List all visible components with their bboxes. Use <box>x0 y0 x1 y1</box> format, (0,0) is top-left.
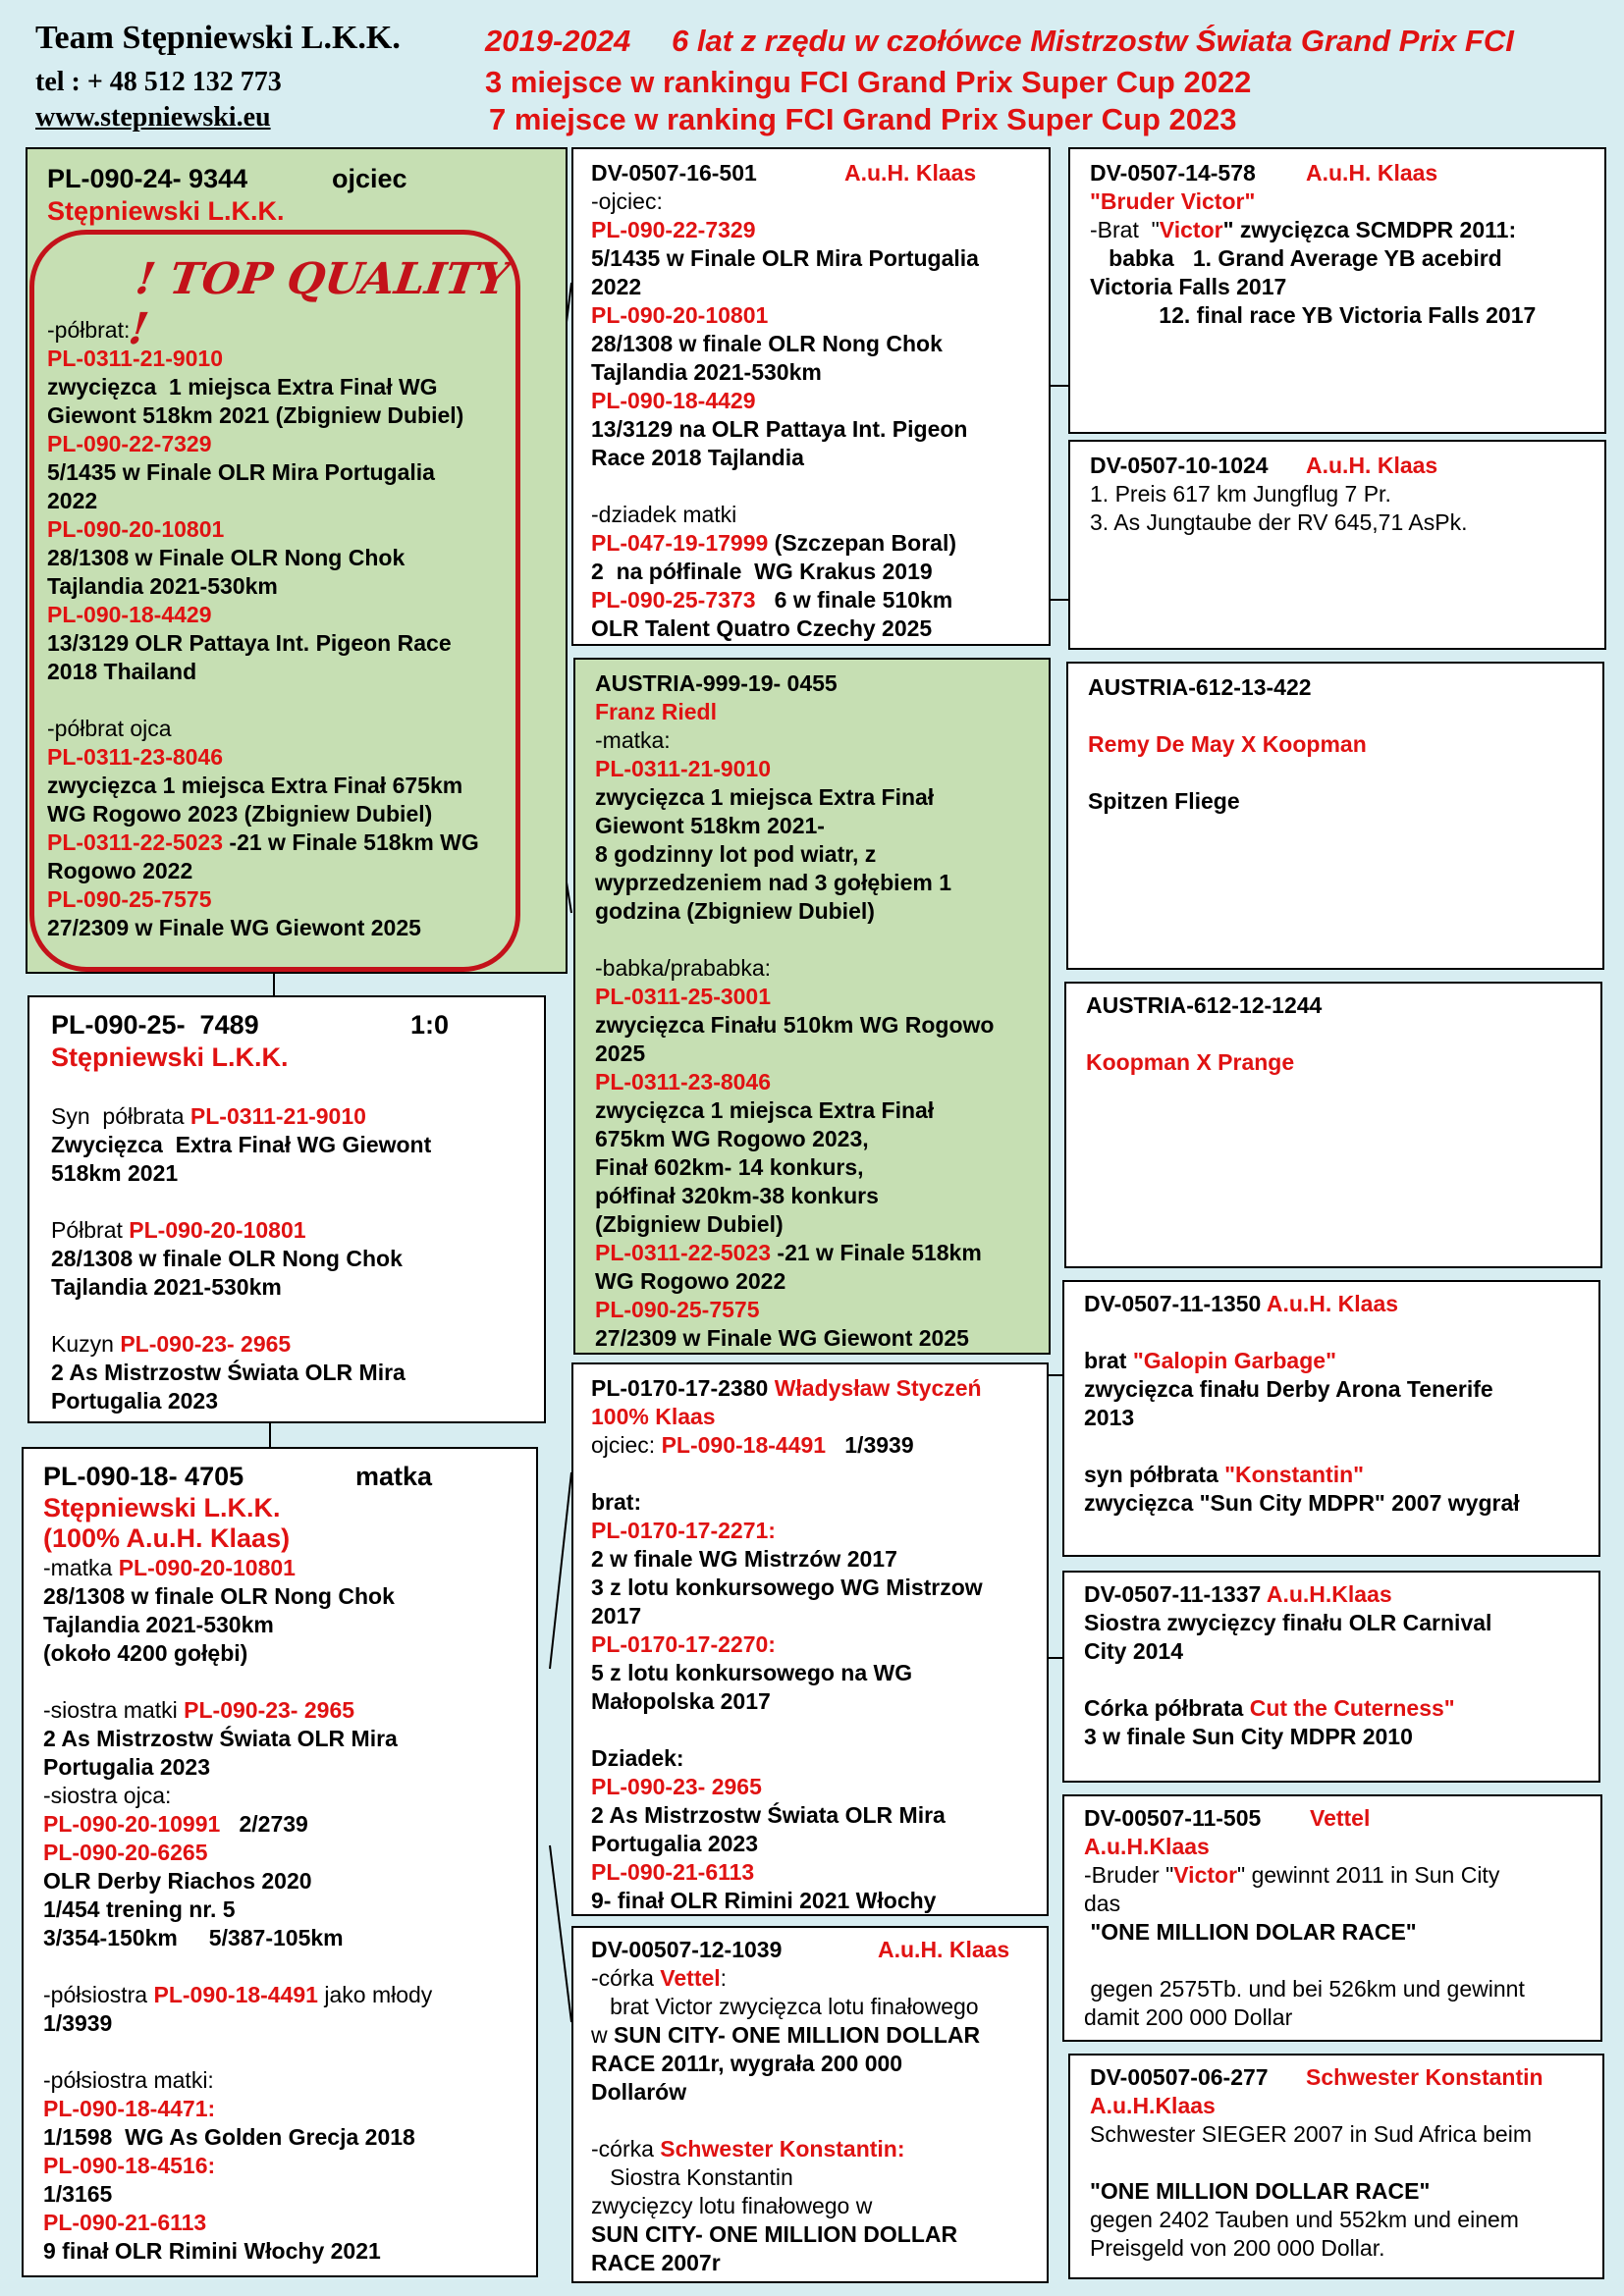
mm-breeder: A.u.H. Klaas <box>878 1937 1010 1962</box>
fm-text <box>595 1239 1035 1267</box>
fff-ring: DV-0507-14-578 <box>1090 160 1256 186</box>
spacer <box>1086 1020 1587 1048</box>
mm-text <box>591 2135 1033 2163</box>
mother-text: -siostra ojca: <box>43 1783 172 1808</box>
mmf-text <box>1084 1861 1587 1890</box>
mf-text: 1/3939 <box>826 1432 914 1458</box>
mmf-box <box>1062 1794 1602 2042</box>
mother-ring: PL-090-18- 4705 <box>43 1462 244 1491</box>
mf-ring-ref: PL-0170-17-2270: <box>591 1631 776 1657</box>
spacer <box>591 472 1035 501</box>
spacer <box>43 2038 522 2066</box>
mf-text: 9- finał OLR Rimini 2021 Włochy <box>591 1888 937 1913</box>
fff-text: " zwycięzca SCMDPR 2011: <box>1222 217 1517 242</box>
mmf-text: damit 200 000 Dollar <box>1084 2004 1293 2030</box>
mf-ring-line <box>591 1374 1033 1403</box>
mfm-box <box>1062 1571 1600 1783</box>
fm-text: 8 godzinny lot pod wiatr, z <box>595 841 877 867</box>
fm-ring-ref: PL-090-25-7575 <box>595 1297 760 1322</box>
ffm-ring: DV-0507-10-1024 <box>1090 453 1269 478</box>
mother-breeder: Stępniewski L.K.K. <box>43 1493 281 1522</box>
mmf-name-ref: Victor <box>1173 1862 1238 1888</box>
connector-line <box>550 1472 571 1669</box>
subject-sex: 1:0 <box>410 1010 450 1040</box>
mother-text: OLR Derby Riachos 2020 <box>43 1868 312 1894</box>
mmm-text: Schwester SIEGER 2007 in Sud Africa beim <box>1090 2121 1532 2147</box>
mm-text: SUN CITY- ONE MILLION DOLLAR <box>591 2221 958 2247</box>
spacer <box>591 1716 1033 1744</box>
spacer <box>43 1952 522 1981</box>
mother-ring-ref: PL-090-20-10991 <box>43 1811 221 1837</box>
mmm-text: Preisgeld von 200 000 Dollar. <box>1090 2235 1385 2261</box>
spacer <box>1084 1318 1585 1347</box>
mother-ring-ref: PL-090-18-4491 <box>153 1982 318 2007</box>
father-details <box>47 316 538 942</box>
mother-ring-ref: PL-090-20-6265 <box>43 1840 208 1865</box>
mother-origin: (100% A.u.H. Klaas) <box>43 1523 291 1553</box>
mff-text <box>1084 1347 1585 1375</box>
subject-breeder: Stępniewski L.K.K. <box>51 1042 289 1072</box>
mother-text: 9 finał OLR Rimini Włochy 2021 <box>43 2238 381 2264</box>
mm-text: RACE 2011r, wygrała 200 000 <box>591 2051 903 2076</box>
fm-text: -matka: <box>595 727 671 753</box>
mmm-box <box>1068 2054 1604 2279</box>
mf-ring-ref: PL-090-18-4491 <box>661 1432 827 1458</box>
fmm-box <box>1064 982 1602 1268</box>
mmf-breeder: A.u.H.Klaas <box>1084 1834 1210 1859</box>
mother-text: 28/1308 w finale OLR Nong Chok <box>43 1583 395 1609</box>
mff-breeder: A.u.H. Klaas <box>1266 1291 1399 1316</box>
mmm-ring: DV-00507-06-277 <box>1090 2064 1269 2090</box>
mmm-name: Schwester Konstantin <box>1306 2064 1543 2090</box>
mother-ring-ref: PL-090-20-10801 <box>118 1555 296 1580</box>
mm-text: RACE 2007r <box>591 2250 721 2275</box>
fmf-text: Spitzen Fliege <box>1088 788 1240 814</box>
mff-box <box>1062 1280 1600 1557</box>
ff-text: Tajlandia 2021-530km <box>591 359 822 385</box>
fm-text: -21 w Finale 518km <box>771 1240 982 1265</box>
ff-ring-line <box>591 159 1035 187</box>
ff-text: 28/1308 w finale OLR Nong Chok <box>591 331 943 356</box>
mmf-text: gegen 2575Tb. und bei 526km und gewinnt <box>1084 1976 1525 2002</box>
spacer <box>1084 1947 1587 1975</box>
mfm-name-ref: Cut the Cuterness" <box>1249 1695 1455 1721</box>
fff-ring-line <box>1090 159 1591 187</box>
ffm-text: 3. As Jungtaube der RV 645,71 AsPk. <box>1090 509 1468 535</box>
mmm-breeder: A.u.H.Klaas <box>1090 2093 1216 2118</box>
mf-box <box>571 1362 1049 1916</box>
fm-text: zwycięzca Finału 510km WG Rogowo <box>595 1012 995 1038</box>
mother-text: 2 As Mistrzostw Świata OLR Mira <box>43 1726 398 1751</box>
mf-ring-ref: PL-0170-17-2271: <box>591 1518 776 1543</box>
subject-ring-ref: PL-090-20-10801 <box>129 1217 306 1243</box>
mother-text <box>43 1554 522 1582</box>
ff-ring: DV-0507-16-501 <box>591 160 757 186</box>
father-ring-ref: PL-0311-22-5023 <box>47 829 224 855</box>
spacer <box>1090 2149 1589 2177</box>
ff-text: 2 na półfinale WG Krakus 2019 <box>591 559 933 584</box>
headline-1: 6 lat z rzędu w czołówce Mistrzostw Świata Grand Prix FCI <box>672 24 1514 58</box>
mmf-text: das <box>1084 1891 1121 1916</box>
mother-box <box>22 1447 538 2277</box>
fff-text: 12. final race YB Victoria Falls 2017 <box>1090 302 1537 328</box>
mfm-text <box>1084 1694 1585 1723</box>
fm-ring-ref: PL-0311-22-5023 <box>595 1240 772 1265</box>
mf-ring: PL-0170-17-2380 <box>591 1375 775 1401</box>
father-text: WG Rogowo 2023 (Zbigniew Dubiel) <box>47 801 433 827</box>
mother-text: -półsiostra <box>43 1982 154 2007</box>
phone-number: tel : + 48 512 132 773 <box>35 67 282 97</box>
mmm-text: "ONE MILLION DOLLAR RACE" <box>1090 2178 1431 2204</box>
father-text: 27/2309 w Finale WG Giewont 2025 <box>47 915 421 940</box>
fff-text <box>1090 216 1591 244</box>
spacer <box>51 1188 530 1216</box>
father-text: -półbrat: <box>47 317 131 343</box>
spacer <box>1088 759 1589 787</box>
fm-ring-ref: PL-0311-21-9010 <box>595 756 772 781</box>
subject-text: Portugalia 2023 <box>51 1388 219 1414</box>
mother-text: 1/454 trening nr. 5 <box>43 1896 236 1922</box>
father-ring-ref: PL-090-20-10801 <box>47 516 225 542</box>
subject-ring-ref: PL-090-23- 2965 <box>120 1331 292 1357</box>
father-breeder: Stępniewski L.K.K. <box>47 196 285 226</box>
mm-name-ref: Schwester Konstantin: <box>660 2136 905 2162</box>
mother-text: Portugalia 2023 <box>43 1754 211 1780</box>
mff-name-ref: "Galopin Garbage" <box>1132 1348 1336 1373</box>
father-text: Giewont 518km 2021 (Zbigniew Dubiel) <box>47 402 464 428</box>
spacer <box>1084 1432 1585 1461</box>
subject-text: Syn półbrata <box>51 1103 190 1129</box>
subject-text <box>51 1102 530 1131</box>
mother-text: 1/3939 <box>43 2010 113 2036</box>
father-text: 5/1435 w Finale OLR Mira Portugalia <box>47 459 435 485</box>
mother-role: matka <box>355 1462 433 1491</box>
fff-text: -Brat " <box>1090 217 1160 242</box>
ff-ring-ref: PL-047-19-17999 <box>591 530 769 556</box>
mm-text: Dollarów <box>591 2079 687 2105</box>
fff-name-ref: Victor <box>1159 217 1223 242</box>
mmf-text: -Bruder " <box>1084 1862 1174 1888</box>
subject-text <box>51 1330 530 1359</box>
father-text: -21 w Finale 518km WG <box>223 829 479 855</box>
spacer <box>47 686 538 715</box>
mfm-ring-line <box>1084 1580 1585 1609</box>
father-text <box>47 828 538 857</box>
fm-text: zwycięzca 1 miejsca Extra Finał <box>595 784 935 810</box>
mm-text: Siostra Konstantin <box>591 2164 793 2190</box>
mm-text <box>591 2021 1033 2050</box>
father-ring-ref: PL-0311-21-9010 <box>47 346 224 371</box>
mother-text: (około 4200 gołębi) <box>43 1640 248 1666</box>
headline-2: 3 miejsce w rankingu FCI Grand Prix Super Cup 2022 <box>485 65 1252 99</box>
ff-text: (Szczepan Boral) <box>768 530 957 556</box>
mother-ring-line <box>43 1461 522 1493</box>
headline-3: 7 miejsce w ranking FCI Grand Prix Super Cup 2023 <box>489 102 1237 136</box>
fmm-text: Koopman X Prange <box>1086 1049 1295 1075</box>
father-text: Rogowo 2022 <box>47 858 193 883</box>
father-ring-ref: PL-090-22-7329 <box>47 431 212 456</box>
fm-text: Finał 602km- 14 konkurs, <box>595 1154 864 1180</box>
fm-text: WG Rogowo 2022 <box>595 1268 786 1294</box>
mother-text <box>43 1810 522 1839</box>
ff-text: -dziadek matki <box>591 502 737 527</box>
mf-text <box>591 1431 1033 1460</box>
mf-text: 5 z lotu konkursowego na WG <box>591 1660 913 1685</box>
fm-text: -babka/prababka: <box>595 955 772 981</box>
connector-line <box>1049 599 1070 601</box>
mfm-text: 3 w finale Sun City MDPR 2010 <box>1084 1724 1413 1749</box>
spacer <box>595 926 1035 954</box>
subject-text: Kuzyn <box>51 1331 121 1357</box>
team-name: Team Stępniewski L.K.K. <box>35 20 401 56</box>
mff-text <box>1084 1461 1585 1489</box>
mff-text: brat <box>1084 1348 1133 1373</box>
mother-ring-ref: PL-090-18-4516: <box>43 2153 216 2178</box>
ff-text: 5/1435 w Finale OLR Mira Portugalia <box>591 245 979 271</box>
ff-text: Race 2018 Tajlandia <box>591 445 804 470</box>
mm-ring-line <box>591 1936 1033 1964</box>
spacer <box>51 1074 530 1102</box>
ff-text: 13/3129 na OLR Pattaya Int. Pigeon <box>591 416 968 442</box>
subject-box <box>27 995 546 1423</box>
fm-text: półfinał 320km-38 konkurs <box>595 1183 879 1208</box>
ff-text <box>591 586 1035 614</box>
father-ring: PL-090-24- 9344 <box>47 164 248 193</box>
mf-text: brat: <box>591 1489 642 1515</box>
connector-line <box>1049 385 1070 387</box>
mm-name-ref: Vettel <box>660 1965 721 1991</box>
mmf-text: " gewinnt 2011 in Sun City <box>1237 1862 1500 1888</box>
connector-line <box>550 1845 571 2022</box>
father-text: 28/1308 w Finale OLR Nong Chok <box>47 545 406 570</box>
ff-text: OLR Talent Quatro Czechy 2025 <box>591 615 933 641</box>
mother-text: 1/3165 <box>43 2181 113 2207</box>
mff-ring-line <box>1084 1290 1585 1318</box>
subject-text: 28/1308 w finale OLR Nong Chok <box>51 1246 403 1271</box>
fmm-ring: AUSTRIA-612-12-1244 <box>1086 992 1323 1018</box>
fm-text: (Zbigniew Dubiel) <box>595 1211 784 1237</box>
mf-text: 2 w finale WG Mistrzów 2017 <box>591 1546 897 1572</box>
mother-ring-ref: PL-090-18-4471: <box>43 2096 216 2121</box>
mfm-text: City 2014 <box>1084 1638 1184 1664</box>
mm-text <box>591 1964 1033 1993</box>
fm-text: 675km WG Rogowo 2023, <box>595 1126 869 1151</box>
mf-text: Małopolska 2017 <box>591 1688 771 1714</box>
fff-text: babka 1. Grand Average YB acebird <box>1090 245 1502 271</box>
spacer <box>591 1460 1033 1488</box>
father-role: ojciec <box>332 164 407 193</box>
mother-text: -półsiostra matki: <box>43 2067 214 2093</box>
subject-ring: PL-090-25- 7489 <box>51 1010 259 1040</box>
mf-text: ojciec: <box>591 1432 662 1458</box>
father-ring-line <box>47 163 552 195</box>
mf-text: Portugalia 2023 <box>591 1831 759 1856</box>
mm-text: -córka <box>591 2136 661 2162</box>
subject-text: 2 As Mistrzostw Świata OLR Mira <box>51 1360 406 1385</box>
ffm-breeder: A.u.H. Klaas <box>1306 453 1438 478</box>
spacer <box>591 2107 1033 2135</box>
mmm-ring-line <box>1090 2063 1589 2092</box>
fm-ring-ref: PL-0311-23-8046 <box>595 1069 772 1095</box>
subject-ring-ref: PL-0311-21-9010 <box>189 1103 366 1129</box>
mother-ring-ref: PL-090-23- 2965 <box>184 1697 355 1723</box>
mmf-text: "ONE MILLION DOLAR RACE" <box>1084 1919 1417 1945</box>
mf-breeder: Władysław Styczeń <box>774 1375 982 1401</box>
mff-ring: DV-0507-11-1350 <box>1084 1291 1267 1316</box>
fmf-text: Remy De May X Koopman <box>1088 731 1367 757</box>
mf-ring-ref: PL-090-23- 2965 <box>591 1774 762 1799</box>
mm-text: zwycięzcy lotu finałowego w <box>591 2193 873 2218</box>
father-text: 2018 Thailand <box>47 659 197 684</box>
mfm-text: Siostra zwycięzcy finału OLR Carnival <box>1084 1610 1492 1635</box>
mff-text: zwycięzca finału Derby Arona Tenerife <box>1084 1376 1493 1402</box>
top-quality-label: ! TOP QUALITY ! <box>125 254 513 354</box>
ff-ring-ref: PL-090-20-10801 <box>591 302 769 328</box>
mfm-text: Córka półbrata <box>1084 1695 1250 1721</box>
mm-ring: DV-00507-12-1039 <box>591 1937 783 1962</box>
father-ring-ref: PL-090-25-7575 <box>47 886 212 912</box>
ff-breeder: A.u.H. Klaas <box>844 160 977 186</box>
ff-text: 2022 <box>591 274 642 299</box>
father-ring-ref: PL-0311-23-8046 <box>47 744 224 770</box>
mother-ring-ref: PL-090-21-6113 <box>43 2210 207 2235</box>
mfm-ring: DV-0507-11-1337 <box>1084 1581 1267 1607</box>
mm-text: w <box>591 2022 614 2048</box>
spacer <box>1088 702 1589 730</box>
connector-line <box>269 1421 271 1449</box>
mmm-text: gegen 2402 Tauben und 552km und einem <box>1090 2207 1519 2232</box>
website-link[interactable]: www.stepniewski.eu <box>35 102 271 133</box>
mother-text: -siostra matki <box>43 1697 185 1723</box>
spacer <box>51 1302 530 1330</box>
mmf-ring: DV-00507-11-505 <box>1084 1805 1262 1831</box>
mff-text: syn półbrata <box>1084 1462 1225 1487</box>
ff-text: -ojciec: <box>591 188 663 214</box>
mother-text: 1/1598 WG As Golden Grecja 2018 <box>43 2124 415 2150</box>
mm-text: : <box>720 1965 728 1991</box>
father-text: Tajlandia 2021-530km <box>47 573 278 599</box>
mother-text: -matka <box>43 1555 119 1580</box>
fff-text: Victoria Falls 2017 <box>1090 274 1287 299</box>
mother-text: 2/2739 <box>220 1811 308 1837</box>
mmf-ring-line <box>1084 1804 1587 1833</box>
mmf-name: Vettel <box>1310 1805 1371 1831</box>
father-text: zwycięzca 1 miejsca Extra Finał 675km <box>47 773 463 798</box>
fm-text: 27/2309 w Finale WG Giewont 2025 <box>595 1325 969 1351</box>
fm-text: wyprzedzeniem nad 3 gołębiem 1 <box>595 870 951 895</box>
fmf-box <box>1066 662 1604 970</box>
ff-text <box>591 529 1035 558</box>
father-text: -półbrat ojca <box>47 716 172 741</box>
ffm-ring-line <box>1090 452 1591 480</box>
ff-text: 6 w finale 510km <box>755 587 953 613</box>
subject-text: Tajlandia 2021-530km <box>51 1274 282 1300</box>
ff-box <box>571 147 1051 646</box>
fm-box <box>573 658 1051 1355</box>
mff-text: zwycięzca "Sun City MDPR" 2007 wygrał <box>1084 1490 1520 1516</box>
fm-text: godzina (Zbigniew Dubiel) <box>595 898 875 924</box>
fff-breeder: A.u.H. Klaas <box>1306 160 1438 186</box>
mf-text: 2017 <box>591 1603 642 1629</box>
fff-name: "Bruder Victor" <box>1090 188 1256 214</box>
subject-text <box>51 1216 530 1245</box>
mff-text: 2013 <box>1084 1405 1135 1430</box>
spacer <box>43 1668 522 1696</box>
ff-ring-ref: PL-090-22-7329 <box>591 217 756 242</box>
subject-text: 518km 2021 <box>51 1160 179 1186</box>
ffm-text: 1. Preis 617 km Jungflug 7 Pr. <box>1090 481 1391 507</box>
spacer <box>1084 1666 1585 1694</box>
mf-text: 3 z lotu konkursowego WG Mistrzow <box>591 1575 983 1600</box>
mm-box <box>571 1926 1049 2283</box>
mff-name-ref: "Konstantin" <box>1224 1462 1365 1487</box>
ff-ring-ref: PL-090-18-4429 <box>591 388 756 413</box>
fff-box <box>1068 147 1606 434</box>
fm-ring: AUSTRIA-999-19- 0455 <box>595 670 838 696</box>
mf-ring-ref: PL-090-21-6113 <box>591 1859 755 1885</box>
fmf-ring: AUSTRIA-612-13-422 <box>1088 674 1312 700</box>
mm-text: SUN CITY- ONE MILLION DOLLAR <box>614 2022 981 2048</box>
mf-origin: 100% Klaas <box>591 1404 716 1429</box>
headline-years: 2019-2024 <box>485 24 631 58</box>
mf-text: 2 As Mistrzostw Świata OLR Mira <box>591 1802 946 1828</box>
mother-text: Tajlandia 2021-530km <box>43 1612 274 1637</box>
subject-ring-line <box>51 1009 530 1041</box>
father-text: 13/3129 OLR Pattaya Int. Pigeon Race <box>47 630 452 656</box>
mf-text: Dziadek: <box>591 1745 684 1771</box>
mm-text: -córka <box>591 1965 661 1991</box>
mother-text <box>43 1696 522 1725</box>
mm-text: brat Victor zwycięzca lotu finałowego <box>591 1994 979 2019</box>
ff-ring-ref: PL-090-25-7373 <box>591 587 756 613</box>
father-ring-ref: PL-090-18-4429 <box>47 602 212 627</box>
fm-text: zwycięzca 1 miejsca Extra Finał <box>595 1097 935 1123</box>
fm-breeder: Franz Riedl <box>595 699 717 724</box>
mother-text <box>43 1981 522 2009</box>
mother-text: jako młody <box>317 1982 433 2007</box>
fm-text: 2025 <box>595 1041 646 1066</box>
fm-text: Giewont 518km 2021- <box>595 813 825 838</box>
connector-line <box>1049 1374 1062 1376</box>
father-text: zwycięzca 1 miejsca Extra Finał WG <box>47 374 438 400</box>
mfm-breeder: A.u.H.Klaas <box>1266 1581 1392 1607</box>
father-text: 2022 <box>47 488 98 513</box>
subject-text: Zwycięzca Extra Finał WG Giewont <box>51 1132 432 1157</box>
ffm-box <box>1068 440 1606 650</box>
subject-text: Półbrat <box>51 1217 130 1243</box>
mother-text: 3/354-150km 5/387-105km <box>43 1925 344 1950</box>
fm-ring-ref: PL-0311-25-3001 <box>595 984 772 1009</box>
